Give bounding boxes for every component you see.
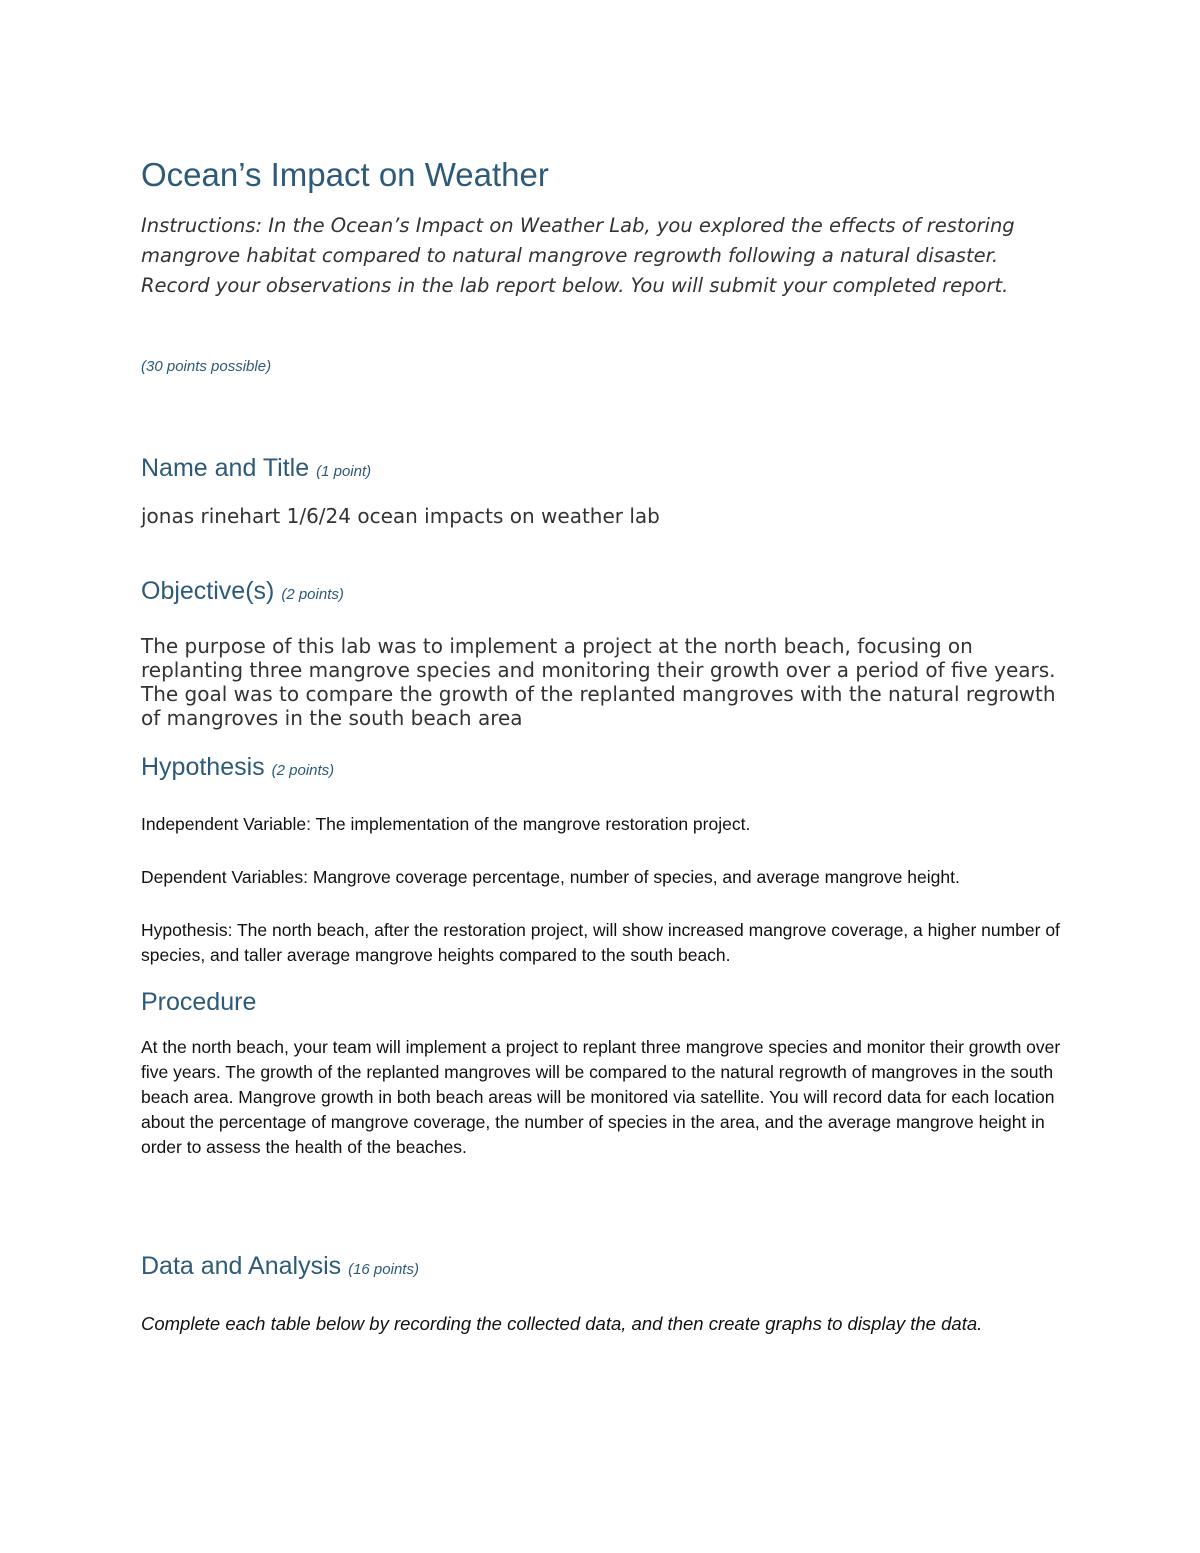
hypothesis-statement-text: Hypothesis: The north beach, after the restoration project, will show increased mangrove coverage, a higher number of species, and taller average mangrove heights compared to the south beach.: [141, 920, 1060, 965]
objectives-heading: [141, 577, 344, 606]
objectives-heading-label: Objective(s): [141, 577, 275, 605]
hypothesis-heading-label: Hypothesis: [141, 753, 265, 781]
procedure-text: At the north beach, your team will implement a project to replant three mangrove species and monitor their growth over five years. The growth of the replanted mangroves will be compared to the natural regrowth of mangroves in the south beach area. Mangrove growth in both beach areas will be monitored via satellite. You will record data for each location about the percentage of mangrove coverage, the number of species in the area, and the average mangrove height in order to assess the health of the beaches.: [141, 1037, 1061, 1157]
hypothesis-points: (2 points): [271, 762, 335, 779]
procedure-heading: [141, 988, 256, 1017]
name-title-points: (1 point): [316, 463, 372, 480]
procedure-heading-label: Procedure: [141, 988, 257, 1016]
dependent-variables-text: Dependent Variables: Mangrove coverage percentage, number of species, and average mangrove height.: [141, 867, 960, 887]
data-analysis-heading: [141, 1252, 419, 1281]
data-analysis-note: Complete each table below by recording the collected data, and then create graphs to display the data.: [141, 1313, 983, 1334]
independent-variable-text: Independent Variable: The implementation of the mangrove restoration project.: [141, 814, 751, 834]
name-title-heading-label: Name and Title: [141, 454, 310, 482]
instructions-text: Instructions: In the Ocean’s Impact on Weather Lab, you explored the effects of restoring mangrove habitat compared to natural mangrove regrowth following a natural disaster. Record your observations in the lab report below. You will submit your completed report.: [141, 214, 1015, 297]
objectives-points: (2 points): [281, 586, 344, 603]
data-analysis-heading-label: Data and Analysis: [141, 1252, 342, 1280]
hypothesis-heading: [141, 753, 334, 782]
objectives-answer: The purpose of this lab was to implement a project at the north beach, focusing on replanting three mangrove species and monitoring their growth over a period of five years. The goal was to compare the growth of the replanted mangroves with the natural regrowth of mangroves in the south beach area: [141, 634, 1056, 730]
name-title-answer: jonas rinehart 1/6/24 ocean impacts on weather lab: [141, 504, 660, 528]
name-title-heading: [141, 454, 371, 483]
points-possible: (30 points possible): [141, 358, 272, 375]
document-title: Ocean’s Impact on Weather: [141, 156, 549, 193]
data-analysis-points: (16 points): [348, 1261, 419, 1278]
